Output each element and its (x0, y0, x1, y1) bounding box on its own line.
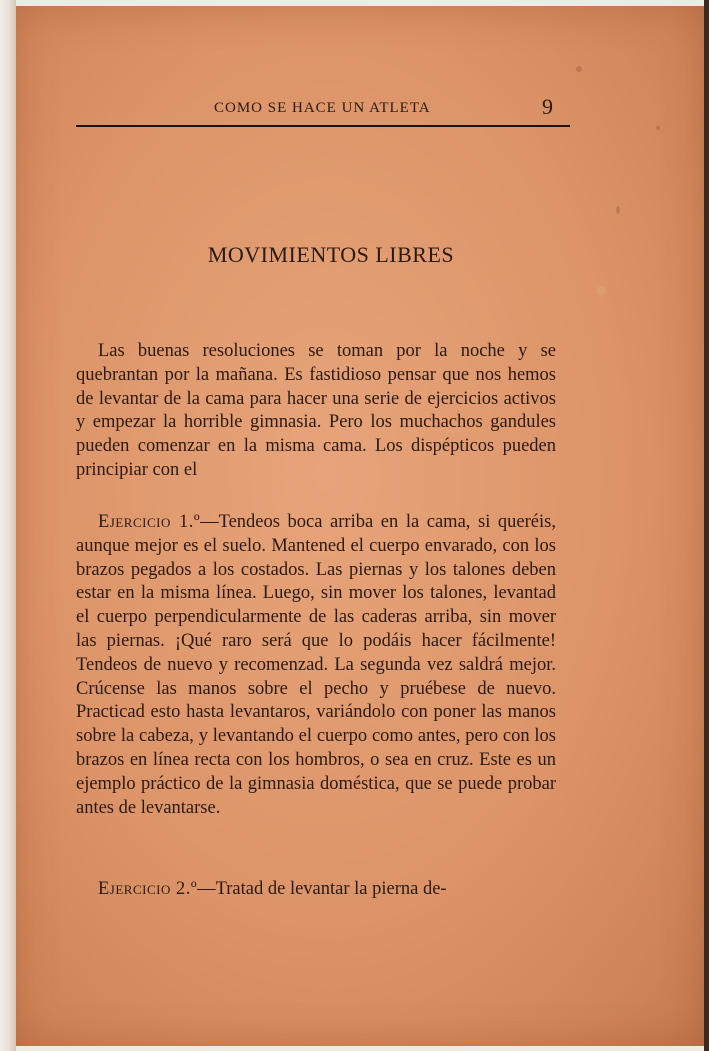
scan-left-margin (0, 0, 16, 1051)
running-head (76, 96, 576, 120)
scan-right-margin (704, 0, 709, 1051)
exercise-2-paragraph (76, 878, 556, 902)
paper-stain (616, 206, 620, 214)
paper-stain (576, 66, 582, 72)
paper-stain (596, 286, 606, 296)
running-head-title: COMO SE HACE UN ATLETA (214, 100, 431, 116)
exercise-2-label: Ejercicio 2.º (98, 879, 198, 899)
exercise-2-text: —Tratad de levantar la pierna de- (197, 879, 447, 899)
exercise-1-label: Ejercicio 1.º (98, 512, 201, 532)
exercise-1-text: —Tendeos boca arriba en la cama, si queréis, aunque mejor es el suelo. Mantened el cuerpo envarado, con los brazos pegados a los costados. Las piernas y los talones deben estar en la misma línea. Luego, sin mover los talones, levantad el cuerpo perpendicularmente de las caderas arriba, sin mover las piernas. ¡Qué raro será que lo podáis hacer fácilmente! Tendeos de nuevo y recomenzad. La segunda vez saldrá mejor. Crúcense las manos sobre el pecho y pruébese de nuevo. Practicad esto hasta levantaros, variándolo con poner las manos sobre la cabeza, y levantando el cuerpo como antes, pero con los brazos en línea recta con los hombros, o sea en cruz. Este es un ejemplo práctico de la gimnasia doméstica, que se puede probar antes de levantarse. (76, 512, 556, 818)
paper-stain (656, 126, 660, 130)
section-title: MOVIMIENTOS LIBRES (207, 242, 455, 267)
book-page (16, 6, 704, 1046)
intro-paragraph: Las buenas resoluciones se toman por la noche y se quebrantan por la mañana. Es fastidioso pensar que nos hemos de levantar de la cama para hacer una serie de ejercicios activos y empezar la horrible gimnasia. Pero los muchachos gandules pueden comenzar en la misma cama. Los dispépticos pueden principiar con el (76, 341, 556, 480)
exercise-1-paragraph (76, 511, 556, 820)
page-number: 9 (542, 94, 553, 119)
header-rule (76, 125, 570, 127)
